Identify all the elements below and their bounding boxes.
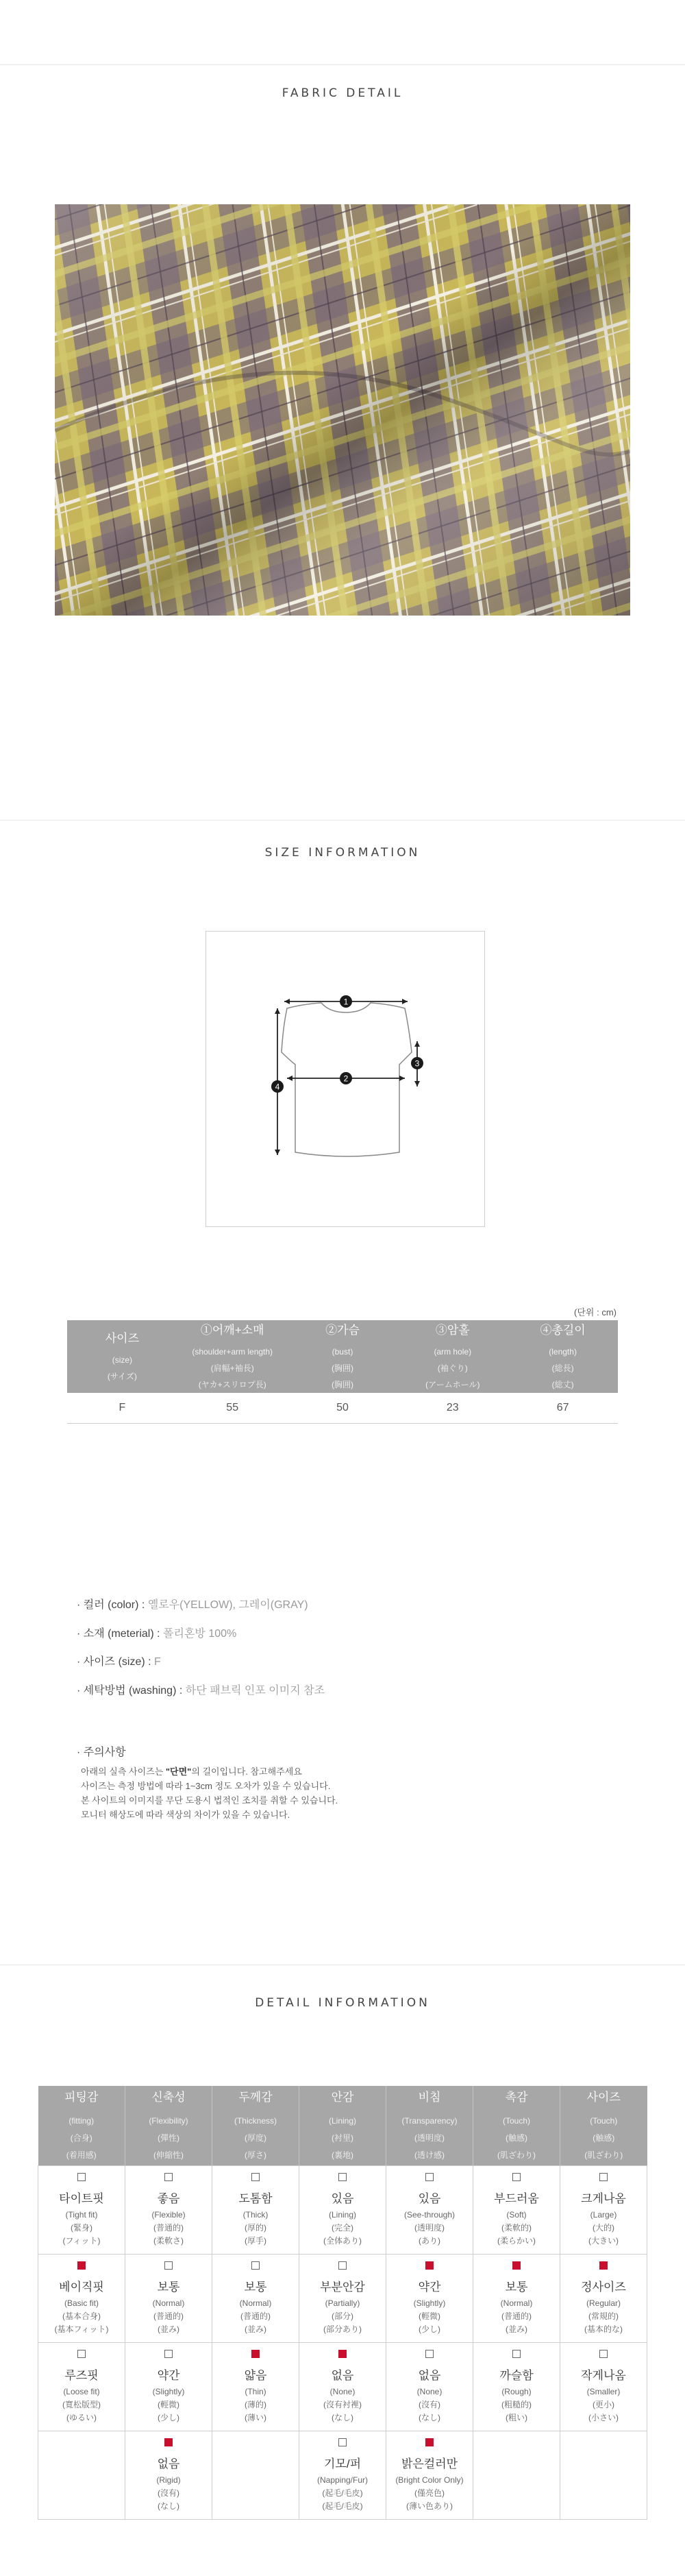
table-row — [38, 2431, 647, 2520]
detail-table — [38, 2086, 647, 2520]
detail-option-transparency: 있음 (See-through) (透明度) (あり) — [386, 2166, 473, 2255]
size-table — [67, 1320, 618, 1424]
checkbox-icon — [425, 2350, 434, 2358]
detail-header-size: 사이즈 (Touch) (触感) (肌ざわり) — [560, 2086, 647, 2166]
table-row — [38, 2166, 647, 2255]
detail-header-lining: 안감 (Lining) (衬里) (裏地) — [299, 2086, 386, 2166]
checked-box-icon — [251, 2350, 260, 2358]
checkbox-icon — [599, 2173, 608, 2181]
table-row — [67, 1393, 618, 1424]
detail-option-fitting: 타이트핏 (Tight fit) (緊身) (フィット) — [38, 2166, 125, 2255]
checkbox-icon — [251, 2261, 260, 2270]
size-header-size: 사이즈 (size) (サイズ) — [67, 1320, 177, 1393]
checked-box-icon — [425, 2261, 434, 2270]
detail-option-touch: 까슬함 (Rough) (粗糙的) (粗い) — [473, 2343, 560, 2431]
checked-box-icon — [77, 2261, 86, 2270]
detail-option-transparency: 약간 (Slightly) (輕微) (少し) — [386, 2255, 473, 2343]
checkbox-icon — [77, 2173, 86, 2181]
caution-line: 본 사이트의 이미지를 무단 도용시 법적인 조치를 취할 수 있습니다. — [81, 1795, 338, 1806]
checkbox-icon — [77, 2350, 86, 2358]
info-size: · 사이즈 (size) : F — [77, 1656, 161, 1668]
checkbox-icon — [599, 2350, 608, 2358]
checked-box-icon — [338, 2350, 347, 2358]
checkbox-icon — [512, 2173, 521, 2181]
caution-line: 모니터 해상도에 따라 색상의 차이가 있을 수 있습니다. — [81, 1810, 290, 1820]
size-header-bust: ②가슴 (bust) (胸囲) (胸囲) — [288, 1320, 398, 1393]
size-header-armhole: ③암홀 (arm hole) (袖ぐり) (アームホール) — [397, 1320, 508, 1393]
checkbox-icon — [251, 2173, 260, 2181]
checkbox-icon — [164, 2261, 173, 2270]
detail-option-touch: 부드러움 (Soft) (柔軟的) (柔らかい) — [473, 2166, 560, 2255]
detail-header-flexibility: 신축성 (Flexibility) (彈性) (伸縮性) — [125, 2086, 212, 2166]
checked-box-icon — [512, 2261, 521, 2270]
diagram-marker-2: 2 — [343, 1073, 349, 1084]
empty-cell — [38, 2431, 125, 2520]
caution-title: · 주의사항 — [77, 1747, 126, 1758]
checked-box-icon — [425, 2438, 434, 2446]
detail-option-lining: 있음 (Lining) (完全) (全体あり) — [299, 2166, 386, 2255]
detail-option-thickness: 보통 (Normal) (普通的) (並み) — [212, 2255, 299, 2343]
detail-header-transparency: 비침 (Transparency) (透明度) (透け感) — [386, 2086, 473, 2166]
caution-line: 아래의 실측 사이즈는 "단면"의 길이입니다. 참고해주세요 — [81, 1766, 302, 1777]
checkbox-icon — [164, 2173, 173, 2181]
empty-cell — [212, 2431, 299, 2520]
table-row — [38, 2343, 647, 2431]
checkbox-icon — [338, 2173, 347, 2181]
fabric-section-title: FABRIC DETAIL — [282, 86, 403, 100]
detail-option-thickness: 도톰함 (Thick) (厚的) (厚手) — [212, 2166, 299, 2255]
detail-header-fitting: 피팅감 (fitting) (合身) (着用感) — [38, 2086, 125, 2166]
top-divider — [0, 64, 685, 65]
detail-option-fitting: 베이직핏 (Basic fit) (基本合身) (基本フィット) — [38, 2255, 125, 2343]
table-row — [38, 2255, 647, 2343]
section-divider — [0, 820, 685, 821]
detail-option-thickness: 얇음 (Thin) (薄的) (薄い) — [212, 2343, 299, 2431]
detail-header-touch: 촉감 (Touch) (触感) (肌ざわり) — [473, 2086, 560, 2166]
size-unit: (단위 : cm) — [574, 1307, 616, 1317]
length-cell: 67 — [508, 1393, 618, 1424]
fabric-photo — [55, 204, 630, 616]
detail-option-lining: 기모/퍼 (Napping/Fur) (起毛/毛皮) (起毛/毛皮) — [299, 2431, 386, 2520]
detail-option-lining: 부분안감 (Partially) (部分) (部分あり) — [299, 2255, 386, 2343]
detail-option-transparency: 밝은컬러만 (Bright Color Only) (僅亮色) (薄い色あり) — [386, 2431, 473, 2520]
detail-header-thickness: 두께감 (Thickness) (厚度) (厚さ) — [212, 2086, 299, 2166]
caution-line: 사이즈는 측정 방법에 따라 1~3cm 정도 오차가 있을 수 있습니다. — [81, 1781, 331, 1791]
empty-cell — [473, 2431, 560, 2520]
size-cell: F — [67, 1393, 177, 1424]
size-diagram — [206, 931, 485, 1227]
checkbox-icon — [425, 2173, 434, 2181]
diagram-marker-3: 3 — [414, 1058, 420, 1069]
info-color: · 컬러 (color) : 옐로우(YELLOW), 그레이(GRAY) — [77, 1599, 308, 1611]
armhole-cell: 23 — [397, 1393, 508, 1424]
diagram-marker-1: 1 — [343, 997, 349, 1007]
detail-section-title: DETAIL INFORMATION — [255, 1996, 430, 2010]
detail-option-size: 크게나옴 (Large) (大的) (大きい) — [560, 2166, 647, 2255]
size-header-shoulder-arm: ①어깨+소매 (shoulder+arm length) (肩幅+袖長) (ヤカ+スリロプ長) — [177, 1320, 288, 1393]
info-washing: · 세탁방법 (washing) : 하단 패브릭 인포 이미지 참조 — [77, 1685, 325, 1697]
detail-option-size: 정사이즈 (Regular) (常規的) (基本的な) — [560, 2255, 647, 2343]
empty-cell — [560, 2431, 647, 2520]
checkbox-icon — [512, 2350, 521, 2358]
detail-option-flexibility: 좋음 (Flexible) (普通的) (柔軟さ) — [125, 2166, 212, 2255]
size-header-length: ④총길이 (length) (総長) (総丈) — [508, 1320, 618, 1393]
detail-option-touch: 보통 (Normal) (普通的) (並み) — [473, 2255, 560, 2343]
checkbox-icon — [338, 2438, 347, 2446]
checked-box-icon — [164, 2438, 173, 2446]
detail-option-flexibility: 보통 (Normal) (普通的) (並み) — [125, 2255, 212, 2343]
shoulder-arm-cell: 55 — [177, 1393, 288, 1424]
bust-cell: 50 — [288, 1393, 398, 1424]
info-material: · 소재 (meterial) : 폴리혼방 100% — [77, 1628, 237, 1640]
detail-option-size: 작게나옴 (Smaller) (更小) (小さい) — [560, 2343, 647, 2431]
diagram-marker-4: 4 — [275, 1082, 280, 1092]
checkbox-icon — [164, 2350, 173, 2358]
detail-option-lining: 없음 (None) (沒有衬裡) (なし) — [299, 2343, 386, 2431]
detail-option-flexibility: 약간 (Slightly) (輕微) (少し) — [125, 2343, 212, 2431]
detail-option-transparency: 없음 (None) (沒有) (なし) — [386, 2343, 473, 2431]
detail-option-flexibility: 없음 (Rigid) (沒有) (なし) — [125, 2431, 212, 2520]
checked-box-icon — [599, 2261, 608, 2270]
caution-text — [81, 1764, 338, 1822]
checkbox-icon — [338, 2261, 347, 2270]
detail-option-fitting: 루즈핏 (Loose fit) (寬松版型) (ゆるい) — [38, 2343, 125, 2431]
size-section-title: SIZE INFORMATION — [264, 846, 421, 860]
